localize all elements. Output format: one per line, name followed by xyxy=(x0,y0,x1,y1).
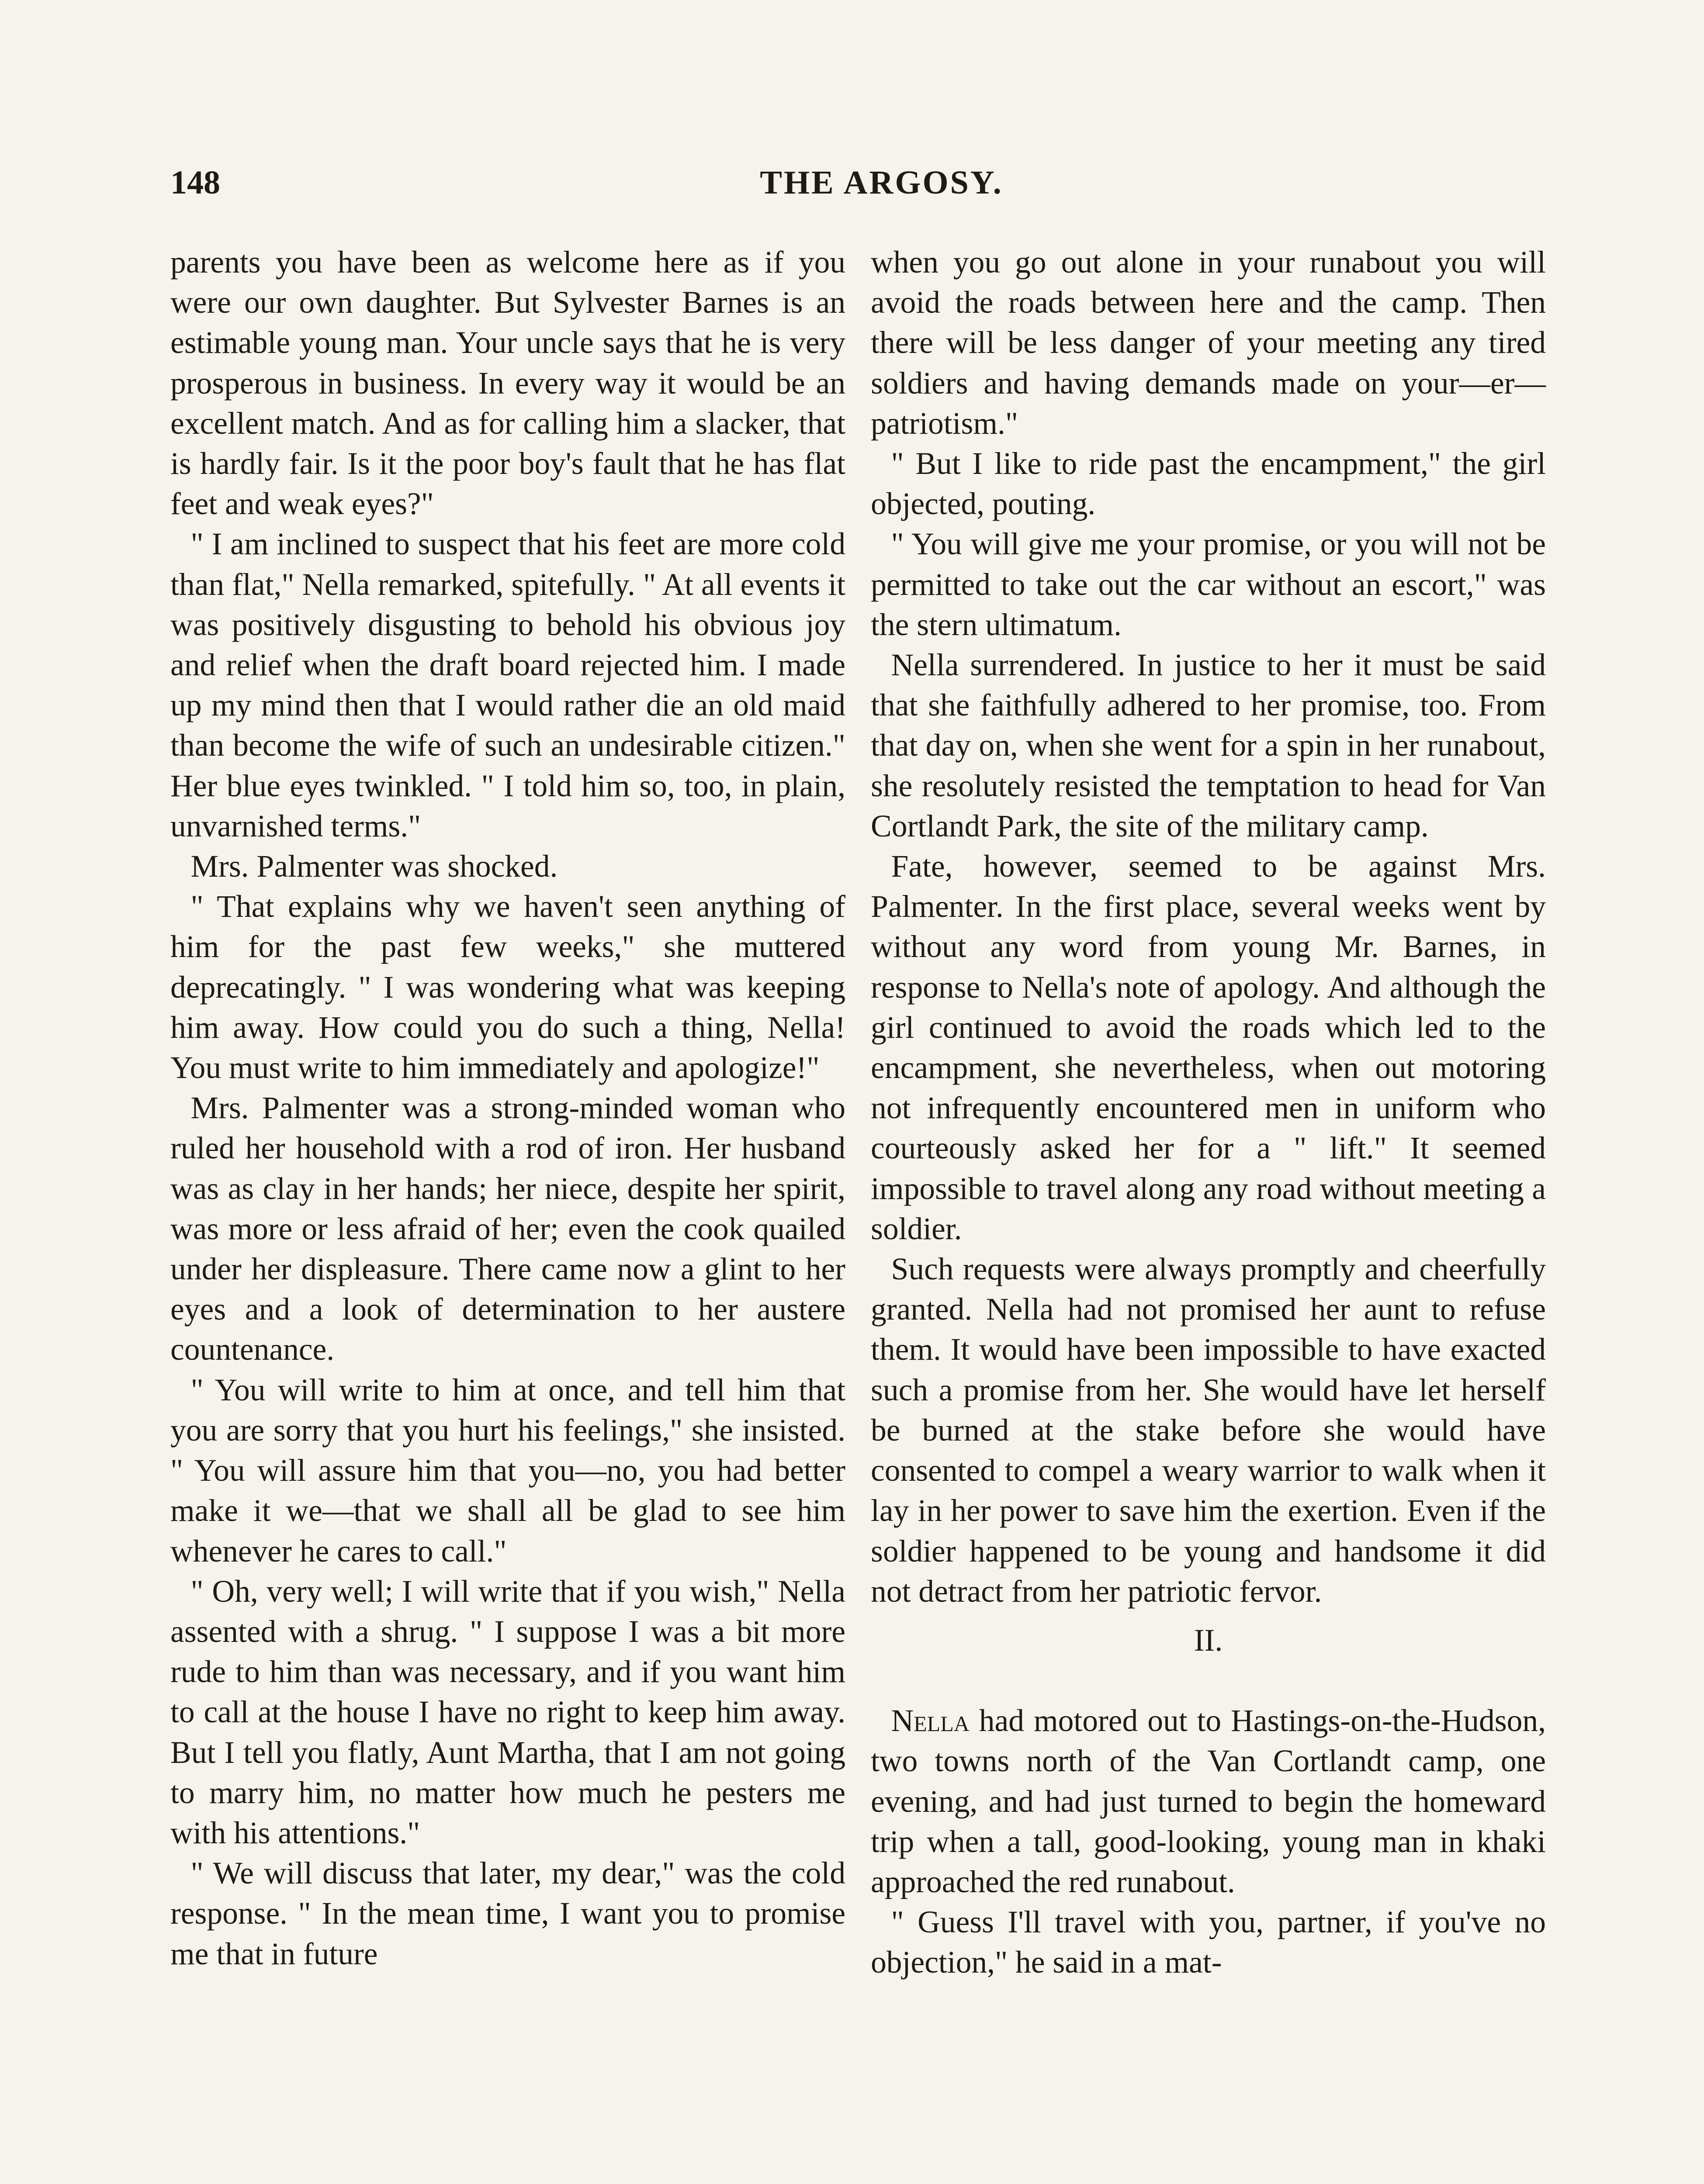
left-column xyxy=(170,242,845,1974)
paragraph: " That explains why we haven't seen anything of him for the past few weeks," she muttered deprecatingly. " I was wondering what was keeping him away. How could you do such a thing, Nella! You must write to him immediately and apologize!" xyxy=(170,889,845,1085)
right-column xyxy=(871,242,1546,1983)
running-title: THE ARGOSY. xyxy=(760,164,1003,201)
page-number: 148 xyxy=(170,164,220,201)
paragraph: " You will give me your promise, or you will not be permitted to take out the car without an escort," was the stern ultimatum. xyxy=(871,527,1546,642)
lead-word: Nella xyxy=(891,1704,970,1738)
paragraph: " We will discuss that later, my dear," was the cold response. " In the mean time, I want you to promise me that in future xyxy=(170,1856,845,1971)
paragraph: Mrs. Palmenter was shocked. xyxy=(190,849,558,884)
paragraph: Mrs. Palmenter was a strong-minded woman who ruled her household with a rod of iron. Her husband was as clay in her hands; her niece, despite her spirit, was more or less afraid of her; even the cook quailed under her displeasure. There came now a glint to her eyes and a look of determination to her austere countenance. xyxy=(170,1091,845,1367)
paragraph: " But I like to ride past the encampment," the girl objected, pouting. xyxy=(871,446,1546,522)
paragraph: " I am inclined to suspect that his feet are more cold than flat," Nella remarked, spitefully. " At all events it was positively disgusting to behold his obvious joy and relief when the draft board rejected him. I made up my mind then that I would rather die an old maid than become the wife of such an undesirable citizen." Her blue eyes twinkled. " I told him so, too, in plain, unvarnished terms." xyxy=(170,527,845,843)
section-heading: II. xyxy=(1194,1623,1223,1658)
paragraph: Fate, however, seemed to be against Mrs. Palmenter. In the first place, several weeks went by without any word from young Mr. Barnes, in response to Nella's note of apology. And although the girl continued to avoid the roads which led to the encampment, she nevertheless, when out motoring not infrequently encountered men in uniform who courteously asked her for a " lift." It seemed impossible to travel along any road without meeting a soldier. xyxy=(871,849,1546,1246)
paragraph: Nella surrendered. In justice to her it must be said that she faithfully adhered to her promise, too. From that day on, when she went for a spin in her runabout, she resolutely resisted the temptation to head for Van Cortlandt Park, the site of the military camp. xyxy=(871,648,1546,843)
paragraph xyxy=(871,1701,1546,1902)
paragraph: Such requests were always promptly and cheerfully granted. Nella had not promised her aunt to refuse them. It would have been impossible to have exacted such a promise from her. She would have let herself be burned at the stake before she would have consented to compel a weary warrior to walk when it lay in her power to save him the exertion. Even if the soldier happened to be young and handsome it did not detract from her patriotic fervor. xyxy=(871,1252,1546,1609)
running-header xyxy=(170,166,1593,218)
paragraph-text: had motored out to Hastings-on-the-Hudson, two towns north of the Van Cortlandt camp, one evening, and had just turned to begin the homeward trip when a tall, good-looking, young man in khaki approached the red runabout. xyxy=(871,1704,1546,1899)
paragraph: " Oh, very well; I will write that if you wish," Nella assented with a shrug. " I suppose I was a bit more rude to him than was necessary, and if you want him to call at the house I have no right to keep him away. But I tell you flatly, Aunt Martha, that I am not going to marry him, no matter how much he pesters me with his attentions." xyxy=(170,1574,845,1850)
paragraph: " Guess I'll travel with you, partner, if you've no objection," he said in a mat- xyxy=(871,1905,1546,1980)
paragraph: " You will write to him at once, and tell him that you are sorry that you hurt his feelings," she insisted. " You will assure him that you—no, you had better make it we—that we shall all be glad to see him whenever he cares to call." xyxy=(170,1372,845,1569)
paragraph: parents you have been as welcome here as if you were our own daughter. But Sylvester Barnes is an estimable young man. Your uncle says that he is very prosperous in business. In every way it would be an excellent match. And as for calling him a slacker, that is hardly fair. Is it the poor boy's fault that he has flat feet and weak eyes?" xyxy=(170,245,845,522)
paragraph: when you go out alone in your runabout you will avoid the roads between here and the camp. Then there will be less danger of your meeting any tired soldiers and having demands made on your—er—patriotism." xyxy=(871,245,1546,441)
